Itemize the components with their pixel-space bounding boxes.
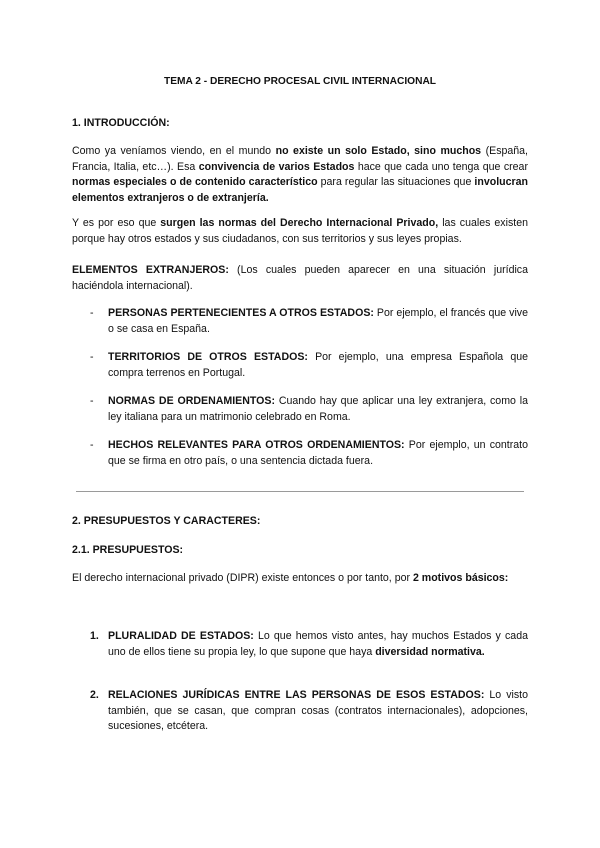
bullet-item-facts: HECHOS RELEVANTES PARA OTROS ORDENAMIENTOS: Por ejemplo, un contrato que se firma en otro país, o una sentencia dictada fuera.	[108, 439, 528, 467]
section-2-1-heading: 2.1. PRESUPUESTOS:	[72, 544, 184, 556]
intro-paragraph-1: Como ya veníamos viendo, en el mundo no existe un solo Estado, sino muchos (España, Francia, Italia, etc…). Esa convivencia de varios Estados hace que cada uno tenga que crear normas especiales o de contenido característico para regular las situaciones que involucran elementos extranjeros o de extranjería.	[72, 145, 528, 204]
bullet-marker: -	[90, 395, 94, 407]
horizontal-divider	[76, 491, 524, 492]
bullet-marker: -	[90, 351, 94, 363]
bullet-item-persons: PERSONAS PERTENECIENTES A OTROS ESTADOS: Por ejemplo, el francés que vive o se casa en España.	[108, 307, 528, 335]
numbered-marker: 1.	[90, 630, 99, 642]
bullet-item-laws: NORMAS DE ORDENAMIENTOS: Cuando hay que aplicar una ley extranjera, como la ley italiana para un matrimonio celebrado en Roma.	[108, 395, 528, 423]
section-2-heading: 2. PRESUPUESTOS Y CARACTERES:	[72, 515, 261, 527]
presupuestos-paragraph: El derecho internacional privado (DIPR) existe entonces o por tanto, por 2 motivos básicos:	[72, 572, 509, 584]
numbered-item-relations: RELACIONES JURÍDICAS ENTRE LAS PERSONAS DE ESOS ESTADOS: Lo visto también, que se casan, que compran cosas (contratos internacionales), adopciones, sucesiones, etcétera.	[108, 689, 529, 732]
section-1-heading: 1. INTRODUCCIÓN:	[72, 117, 170, 129]
bullet-item-territories: TERRITORIOS DE OTROS ESTADOS: Por ejemplo, una empresa Española que compra terrenos en Portugal.	[108, 351, 528, 379]
numbered-marker: 2.	[90, 689, 99, 701]
bullet-marker: -	[90, 307, 94, 319]
document-title: TEMA 2 - DERECHO PROCESAL CIVIL INTERNACIONAL	[163, 76, 437, 87]
intro-paragraph-2: Y es por eso que surgen las normas del Derecho Internacional Privado, las cuales existen porque hay otros estados y sus ciudadanos, con sus territorios y sus leyes propias.	[72, 217, 528, 245]
bullet-marker: -	[90, 439, 94, 451]
numbered-item-plurality: PLURALIDAD DE ESTADOS: Lo que hemos visto antes, hay muchos Estados y cada uno de ellos tiene su propia ley, lo que supone que haya diversidad normativa.	[108, 630, 528, 658]
foreign-elements-paragraph: ELEMENTOS EXTRANJEROS: (Los cuales pueden aparecer en una situación jurídica haciéndola internacional).	[72, 264, 528, 292]
